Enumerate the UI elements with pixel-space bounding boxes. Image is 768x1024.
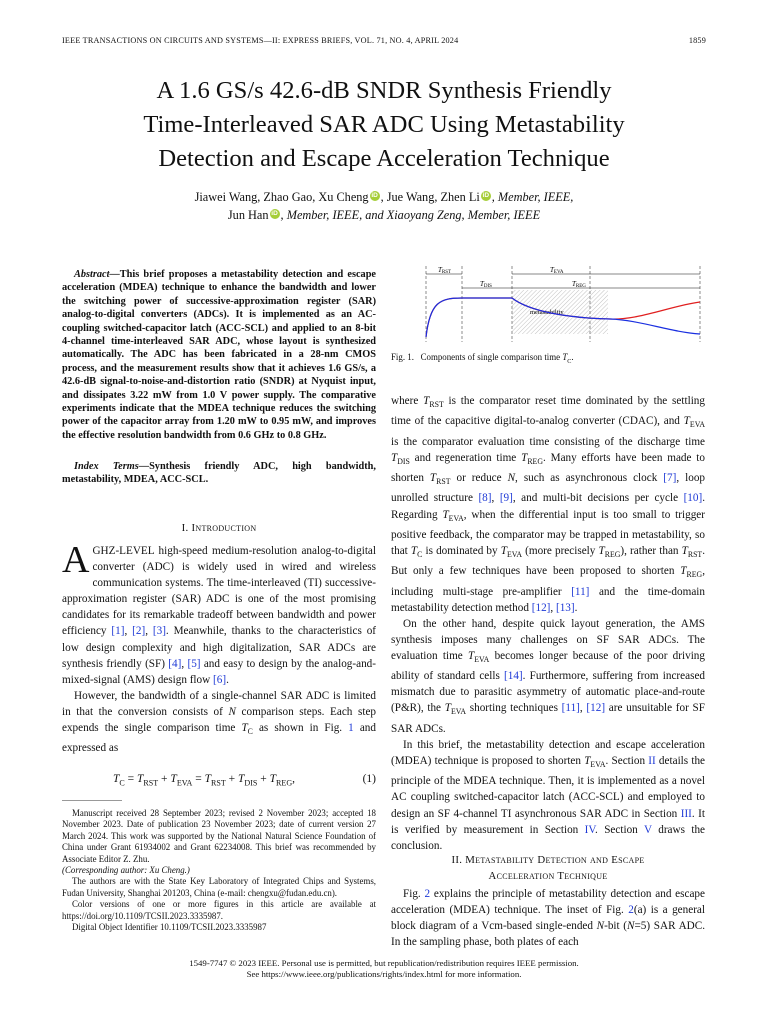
figure-1-diagram — [420, 262, 718, 346]
authors-part-1: Jiawei Wang, Zhao Gao, Xu Cheng — [194, 190, 369, 204]
title-line-2: Time-Interleaved SAR ADC Using Metastability — [143, 111, 625, 138]
citation-link[interactable]: [12] — [531, 601, 551, 614]
footer-line-2: See https://www.ieee.org/publications/rights/index.html for more information. — [246, 969, 522, 979]
citation-link[interactable]: [4] — [168, 657, 182, 670]
section-2-text: Fig. 2 explains the principle of metastability detection and escape acceleration (MDEA) technique. The inset of Fig. 2(a) is a general block diagram of a Vcm-based single-ended N-bit (N=5) SAR ADC. In the sampling phase, both plates of each — [391, 888, 705, 949]
citation-link[interactable]: [13] — [555, 601, 575, 614]
index-terms-label: Index Terms— — [74, 461, 150, 472]
section-link[interactable]: V — [643, 823, 652, 836]
abstract-label: Abstract— — [74, 269, 120, 280]
label-treg: TREG — [572, 280, 586, 289]
footnote-doi: Digital Object Identifier 10.1109/TCSII.2023.3335987 — [72, 922, 267, 933]
citation-link[interactable]: [8] — [478, 492, 492, 505]
citation-link[interactable]: [1] — [111, 625, 125, 638]
figure-link[interactable]: 2 — [628, 904, 634, 917]
citation-link[interactable]: [9] — [499, 492, 513, 505]
abstract-text: This brief proposes a metastability detection and escape acceleration (MDEA) technique to enhance the bandwidth and lower the switching power of successive-approximation register (SAR) analog-to-digital converters (ADCs). It is implemented as an AC-coupling switched-capacitor latch (ACC-SCL) and applied to an 8-bit 4-channel time-interleaved SAR ADC, whose layout is synthesized automatically. The ADC has been fabricated in a 28-nm CMOS process, and the measurement results show that it achieves 1.6 GS/s, a 42.6-dB signal-to-noise-and-distortion ratio (SNDR) at Nyquist input, and dissipates 3.22 mW from 1.0 V power supply. The comparative experiments indicate that the MDEA technique reduces the switching power of the capacitor array from 1.20 mW to 0.95 mW, and improves the effective resolution bandwidth from 0.6 GHz to 0.8 GHz. — [62, 269, 376, 441]
section-link[interactable]: II — [648, 754, 656, 767]
footnotes — [62, 808, 376, 933]
figure-link[interactable]: 1 — [348, 722, 354, 735]
page-number: 1859 — [688, 36, 706, 45]
section-heading-1: I. Introduction — [181, 522, 257, 534]
journal-name: IEEE TRANSACTIONS ON CIRCUITS AND SYSTEMS—II: EXPRESS BRIEFS, VOL. 71, NO. 4, APRIL 2024 — [62, 36, 459, 45]
footnote-rule — [62, 800, 122, 801]
authors-part-2: , Jue Wang, Zhen Li — [380, 190, 480, 204]
title-line-3: Detection and Escape Acceleration Technique — [158, 145, 610, 172]
orcid-icon[interactable]: iD — [271, 210, 278, 217]
citation-link[interactable]: [6] — [213, 673, 227, 686]
title-line-1: A 1.6 GS/s 42.6-dB SNDR Synthesis Friendly — [156, 77, 612, 104]
index-terms-text: Synthesis friendly ADC, high bandwidth, metastability, MDEA, ACC-SCL. — [62, 461, 376, 486]
footnote-corresponding: (Corresponding author: Xu Cheng.) — [62, 865, 190, 876]
footnote-manuscript: Manuscript received 28 September 2023; revised 2 November 2023; accepted 18 November 2023. Date of publication 23 November 2023; date of current version 27 March 2024. This work was supported by the National Natural Science Foundation of China under Grant 61934002 and Grant 62234008. This brief was recommended by Associate Editor Z. Zhu. — [62, 808, 376, 864]
drop-cap: A — [62, 539, 90, 581]
author-list — [40, 188, 728, 224]
figure-1-caption: Fig. 1. Components of single comparison time $T_C$. — [391, 352, 574, 365]
equation-number: (1) — [362, 773, 376, 785]
citation-link[interactable]: [3] — [152, 625, 166, 638]
copyright-footer — [62, 958, 706, 980]
citation-link[interactable]: [7] — [663, 472, 677, 485]
citation-link[interactable]: [12] — [586, 702, 606, 715]
abstract — [62, 268, 376, 442]
authors-part-3: , Member, IEEE, — [491, 190, 574, 204]
running-header — [62, 36, 706, 45]
section-link[interactable]: IV — [584, 823, 596, 836]
right-column-text: where $T_{RST}$ is the comparator reset time dominated by the settling time of the capacitive digital-to-analog converter (CDAC), and $T_{EVA}$ is the comparator evaluation time consisting of the discharge time $T_{DIS}$ and regeneration time $T_{REG}$. Many efforts have been made to shorten $T_{RST}$ or reduce N, such as asynchronous clock [7], loop unrolled structure [8], [9], and multi-bit decisions per cycle [10]. Regarding $T_{EVA}$, when the differential input is too small to trigger positive feedback, the comparator may be trapped in metastability, so that $T_C$ is dominated by $T_{EVA}$ (more precisely $T_{REG}$), rather than $T_{RST}$. But only a few techniques have been proposed to shorten $T_{REG}$, including multi-stage pre-amplifier [11] and the time-domain metastability detection method [12], [13]. On the other hand, despite quick layout generation, the AMS synthesis imposes many challenges on SF SAR ADCs. The evaluation time $T_{EVA}$ becomes longer because of the poor driving ability of standard cells [14]. Furthermore, suffering from increased mismatch due to parasitic asymmetry of automatic place-and-route (P&R), the $T_{EVA}$ shorting techniques [11], [12] are unsuitable for SF SAR ADCs. In this brief, the metastability detection and escape acceleration (MDEA) technique is proposed to shorten $T_{EVA}$. Section II details the principle of the MDEA technique. Then, it is implemented as a novel AC coupling switched-capacitor latch (ACC-SCL) and employed to design an SF 4-channel TI asynchronous SAR ADC in Section III. It is verified by measurement in Section IV. Section V draws the conclusion. — [391, 395, 706, 852]
label-tdis: TDIS — [480, 280, 492, 289]
citation-link[interactable]: [14] — [504, 670, 523, 683]
label-teva: TEVA — [550, 266, 564, 275]
section-link[interactable]: III — [680, 807, 692, 820]
paper-title — [40, 74, 728, 176]
equation-1: $T_C = T_{RST} + T_{EVA} = T_{RST} + T_{DIS} + T_{REG}$, (1) — [112, 773, 376, 788]
citation-link[interactable]: [11] — [571, 585, 590, 598]
citation-link[interactable]: [5] — [187, 657, 201, 670]
section-heading-2: II. Metastability Detection and Escape Acceleration Technique — [451, 854, 645, 882]
label-trst: TRST — [438, 266, 452, 275]
footnote-color: Color versions of one or more figures in this article are available at https://doi.org/10.1109/TCSII.2023.3335987. — [62, 899, 376, 921]
citation-link[interactable]: [11] — [561, 702, 580, 715]
orcid-icon[interactable]: iD — [371, 192, 378, 199]
authors-part-4: Jun Han — [227, 208, 269, 222]
figure-link[interactable]: 2 — [424, 888, 431, 900]
citation-link[interactable]: [10] — [683, 492, 703, 505]
index-terms — [62, 460, 376, 487]
intro-text: AGHZ-LEVEL high-speed medium-resolution analog-to-digital converter (ADC) is widely used in wired and wireless communication systems. The time-interleaved (TI) successive-approximation register (SAR) ADC is one of the most promising candidates for its remarkable tradeoff between bandwidth and power efficiency [1], [2], [3]. Meanwhile, thanks to the characteristics of low design complexity and high digitalization, SAR ADCs are synthesis friendly (SF) [4], [5] and easy to design by the analog-and-mixed-signal (AMS) design flow [6]. However, the bandwidth of a single-channel SAR ADC is limited in that the conversion consists of N comparison steps. Each step expends the single comparison time $T_C$ as shown in Fig. 1 and expressed as — [62, 539, 377, 755]
orcid-icon[interactable]: iD — [482, 192, 490, 199]
label-metastability: metastability — [530, 309, 564, 316]
authors-part-5: , Member, IEEE, and Xiaoyang Zeng, Member, IEEE — [280, 208, 541, 222]
footer-line-1: 1549-7747 © 2023 IEEE. Personal use is permitted, but republication/redistribution requires IEEE permission. — [189, 958, 579, 968]
footnote-affiliation: The authors are with the State Key Laboratory of Integrated Chips and Systems, Fudan University, Shanghai 201203, China (e-mail: chengxu@fudan.edu.cn). — [62, 876, 376, 898]
citation-link[interactable]: [2] — [132, 625, 146, 638]
